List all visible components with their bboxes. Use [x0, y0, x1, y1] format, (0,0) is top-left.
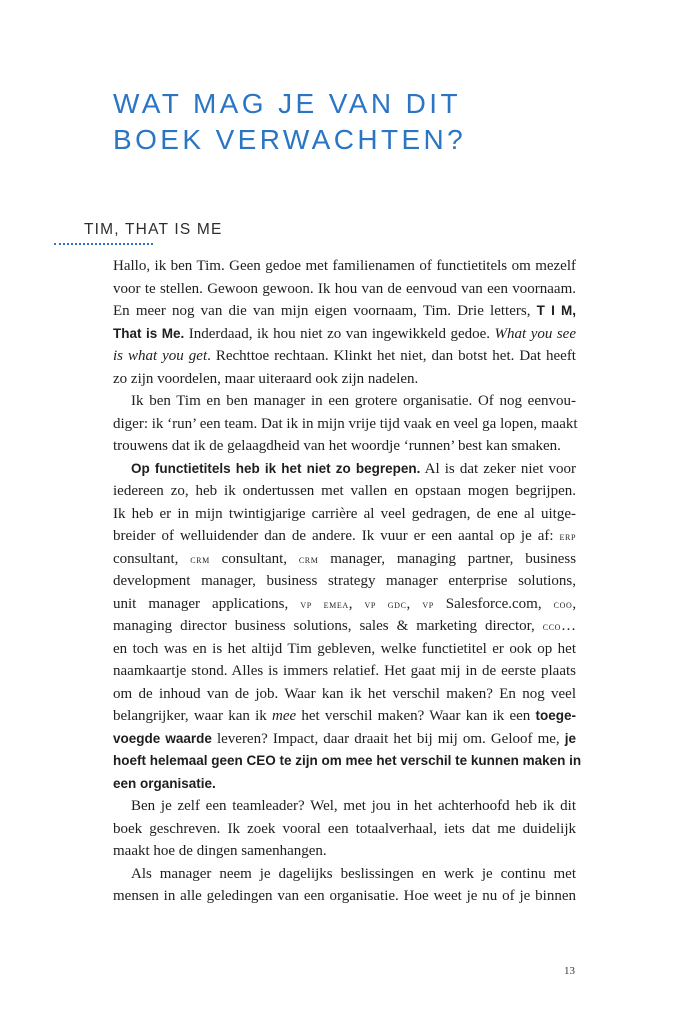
- paragraph-5: [113, 863, 576, 908]
- chapter-title-line-2: BOEK VERWACHTEN?: [113, 124, 467, 155]
- paragraph-1: [113, 255, 576, 390]
- acronym: coo: [553, 596, 573, 611]
- section-heading: TIM, THAT IS ME: [84, 221, 223, 238]
- text-line: voegde waarde leveren? Impact, daar draait het bij mij om. Geloof me, je: [113, 730, 577, 747]
- page-number: 13: [564, 965, 575, 977]
- bold-phrase: toege-: [535, 708, 577, 723]
- italic-phrase: is what you get: [113, 348, 208, 364]
- text-line: unit manager applications, vp emea, vp gdc, vp Salesforce.com, coo,: [113, 595, 577, 612]
- text-line: En meer nog van die van mijn eigen voornaam, Tim. Drie letters, T I M,: [113, 303, 577, 319]
- paragraph-4: [113, 795, 576, 863]
- text-line: trouwens dat ik de gelaagdheid van het woordje ‘runnen’ best kan smaken.: [113, 438, 561, 454]
- bold-phrase: voegde waarde: [113, 730, 212, 746]
- chapter-title: [113, 86, 466, 158]
- text-line: Ik heb er in mijn twintigjarige carrière al veel gedragen, de ene al uitge-: [113, 505, 576, 522]
- text-line: consultant, crm consultant, crm manager, managing partner, business: [113, 550, 577, 567]
- body-text: [113, 255, 582, 908]
- text-line: naamkaartje stond. Alles is immers relatief. Het gaat mij in de eerste plaats: [113, 663, 576, 679]
- text-line: een organisatie.: [113, 775, 216, 791]
- acronym: erp: [559, 529, 577, 543]
- text-line: hoeft helemaal geen CEO te zijn om mee het verschil te kunnen maken in: [113, 753, 582, 768]
- text-line: Op functietitels heb ik het niet zo begrepen. Al is dat zeker niet voor: [131, 460, 576, 477]
- text-line: Als manager neem je dagelijks beslissingen en werk je continu met: [131, 865, 576, 882]
- text-line: diger: ik ‘run’ een team. Dat ik in mijn vrije tijd vaak en veel ga lopen, maakt: [113, 415, 578, 432]
- text-line: breider of welluidender dan de andere. Ik vuur er een aantal op je af: erp: [113, 528, 577, 544]
- text-line: Ben je zelf een teamleader? Wel, met jou in het achterhoofd heb ik dit: [131, 798, 576, 814]
- text-line: managing director business solutions, sales & marketing director, cco…: [113, 618, 577, 634]
- text-line: en toch was en is het altijd Tim gebleven, welke functietitel er ook op het: [113, 640, 576, 657]
- text-line: voor te stellen. Gewoon gewoon. Ik hou van de eenvoud van een voornaam.: [113, 280, 576, 297]
- bold-phrase: That is Me.: [113, 325, 185, 341]
- text-line: om de inhoud van de job. Waar kan ik het verschil maken? En nog veel: [113, 685, 576, 702]
- text-line: Ik ben Tim en ben manager in een grotere organisatie. Of nog eenvou-: [131, 393, 576, 409]
- italic-phrase: What you see: [494, 325, 576, 342]
- text-line: boek geschreven. Ik zoek vooral een totaalverhaal, iets dat me duidelijk: [113, 820, 576, 837]
- text-line: mensen in alle geledingen van een organisatie. Hoe weet je nu of je binnen: [113, 888, 576, 904]
- text-line: maakt hoe de dingen samenhangen.: [113, 843, 327, 859]
- acronym: vp: [422, 596, 434, 611]
- text-line: iedereen zo, heb ik ondertussen met vallen en opstaan mogen begrijpen.: [113, 483, 576, 499]
- text-line: Hallo, ik ben Tim. Geen gedoe met familienamen of functietitels om mezelf: [113, 258, 576, 274]
- section-divider: [54, 243, 153, 245]
- acronym: crm: [298, 551, 319, 566]
- acronym: cco: [542, 619, 562, 633]
- bold-phrase: Op functietitels heb ik het niet zo begrepen.: [131, 460, 421, 476]
- acronym: vp gdc: [364, 596, 407, 611]
- text-line: is what you get. Rechttoe rechtaan. Klinkt het niet, dan botst het. Dat heeft: [113, 348, 576, 364]
- paragraph-3: [113, 458, 582, 796]
- text-line: zo zijn voordelen, maar uiteraard ook zijn nadelen.: [113, 370, 419, 387]
- text-line: That is Me. Inderdaad, ik hou niet zo van ingewikkeld gedoe. What you see: [113, 325, 576, 342]
- bold-phrase: T I M,: [536, 303, 577, 318]
- italic-phrase: mee: [271, 708, 297, 724]
- text-line: development manager, business strategy manager enterprise solutions,: [113, 573, 576, 589]
- acronym: vp emea: [300, 596, 349, 611]
- chapter-title-line-1: WAT MAG JE VAN DIT: [113, 88, 461, 119]
- paragraph-2: [113, 390, 576, 458]
- text-line: belangrijker, waar kan ik mee het verschil maken? Waar kan ik een toege-: [113, 708, 577, 724]
- acronym: crm: [190, 551, 210, 566]
- bold-phrase: je: [564, 730, 577, 746]
